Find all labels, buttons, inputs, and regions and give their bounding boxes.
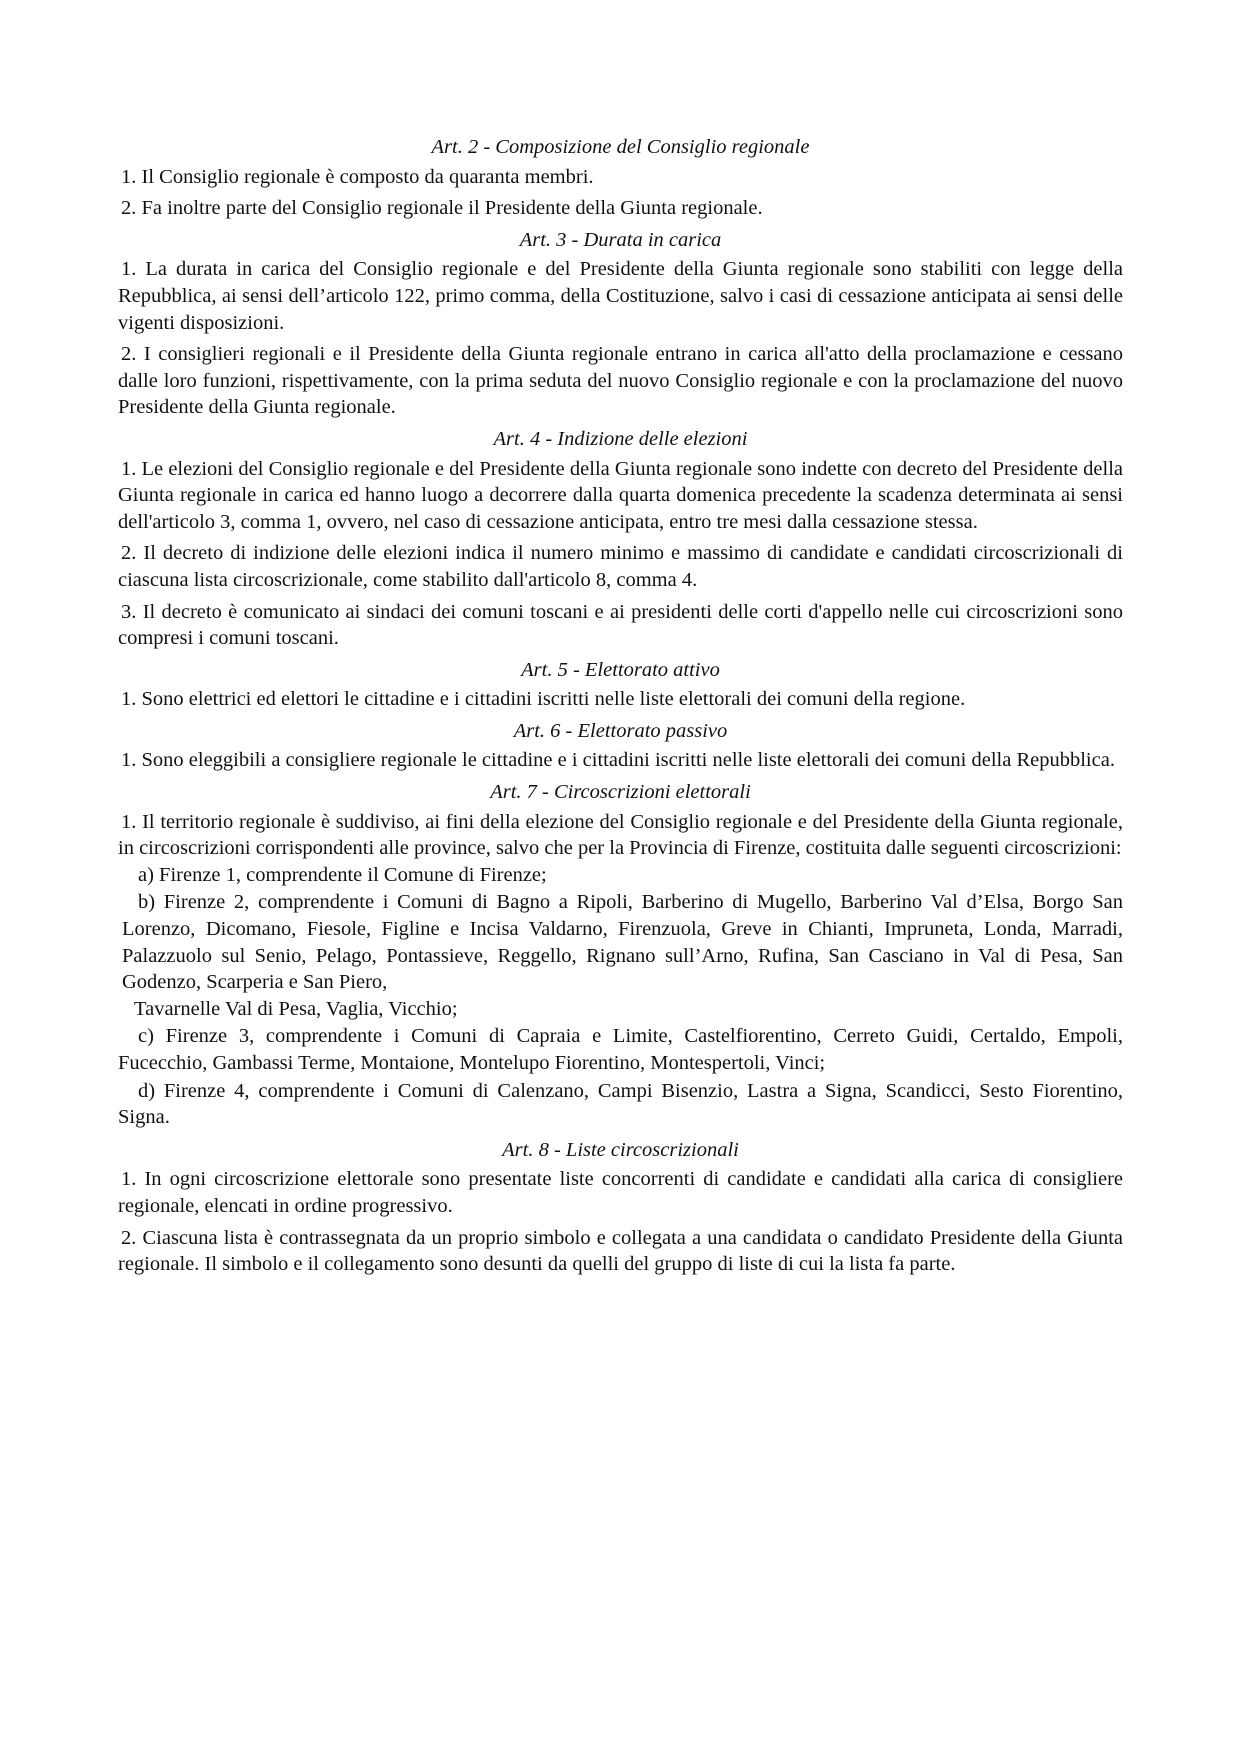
article-paragraph: 2. Ciascuna lista è contrassegnata da un proprio simbolo e collegata a una candidata o candidato Presidente della Giunta regionale. Il simbolo e il collegamento sono desunti da quelli del gruppo di liste di cui la lista fa parte.: [118, 1226, 1123, 1276]
article-paragraph: 1. Le elezioni del Consiglio regionale e del Presidente della Giunta regionale sono indette con decreto del Presidente della Giunta regionale in carica ed hanno luogo a decorrere dalla quarta domenica precedente la scadenza determinata ai sensi dell'articolo 3, comma 1, ovvero, nel caso di cessazione anticipata, entro tre mesi dalla cessazione stessa.: [118, 457, 1123, 533]
list-item: a) Firenze 1, comprendente il Comune di Firenze;: [138, 863, 547, 886]
article-paragraph: 2. Il decreto di indizione delle elezioni indica il numero minimo e massimo di candidate e candidati circoscrizionali di ciascuna lista circoscrizionale, come stabilito dall'articolo 8, comma 4.: [118, 542, 1123, 591]
list-item-text: b) Firenze 2, comprendente i Comuni di Bagno a Ripoli, Barberino di Mugello, Barberino Val d’Elsa, Borgo San Lorenzo, Dicomano, Fiesole, Figline e Incisa Valdarno, Firenzuola, Greve in Chianti, Impruneta, Londa, Marradi, Palazzuolo sul Senio, Pelago, Pontassieve, Reggello, Rignano sull’Arno, Rufina, San Casciano in Val di Pesa, San Godenzo, Scarperia e San Piero,: [122, 891, 1123, 994]
document-page: [118, 132, 1123, 1283]
article-title: Art. 6 - Elettorato passivo: [513, 719, 728, 742]
list-item: [118, 889, 1123, 1022]
article-title: Art. 2 - Composizione del Consiglio regionale: [431, 136, 810, 158]
article-title: Art. 5 - Elettorato attivo: [521, 658, 720, 681]
list-item: c) Firenze 3, comprendente i Comuni di Capraia e Limite, Castelfiorentino, Cerreto Guidi, Certaldo, Empoli, Fucecchio, Gambassi Terme, Montaione, Montelupo Fiorentino, Montespertoli, Vinci;: [118, 1025, 1123, 1074]
article-paragraph: 1. Sono elettrici ed elettori le cittadine e i cittadini iscritti nelle liste elettorali dei comuni della regione.: [121, 688, 966, 711]
article-title: Art. 3 - Durata in carica: [519, 228, 722, 251]
article-paragraph: 3. Il decreto è comunicato ai sindaci dei comuni toscani e ai presidenti delle corti d'appello nelle cui circoscrizioni sono compresi i comuni toscani.: [118, 600, 1123, 650]
article-paragraph: 1. In ogni circoscrizione elettorale sono presentate liste concorrenti di candidate e candidati alla carica di consigliere regionale, elencati in ordine progressivo.: [118, 1168, 1123, 1217]
article-paragraph: 1. Il territorio regionale è suddiviso, ai fini della elezione del Consiglio regionale e del Presidente della Giunta regionale, in circoscrizioni corrispondenti alle province, salvo che per la Provincia di Firenze, costituita dalle seguenti circoscrizioni:: [118, 810, 1123, 860]
article-paragraph: 1. La durata in carica del Consiglio regionale e del Presidente della Giunta regionale sono stabiliti con legge della Repubblica, ai sensi dell’articolo 122, primo comma, della Costituzione, salvo i casi di cessazione anticipata ai sensi delle vigenti disposizioni.: [118, 258, 1123, 334]
article-paragraph: 1. Sono eleggibili a consigliere regionale le cittadine e i cittadini iscritti nelle liste elettorali dei comuni della Repubblica.: [121, 749, 1115, 772]
list-item-continuation: Tavarnelle Val di Pesa, Vaglia, Vicchio;: [134, 997, 458, 1020]
article-title: Art. 4 - Indizione delle elezioni: [493, 427, 748, 450]
article-title: Art. 7 - Circoscrizioni elettorali: [490, 781, 751, 804]
article-paragraph: 2. Fa inoltre parte del Consiglio regionale il Presidente della Giunta regionale.: [121, 197, 763, 220]
article-title: Art. 8 - Liste circoscrizionali: [502, 1138, 739, 1161]
article-paragraph: 1. Il Consiglio regionale è composto da quaranta membri.: [121, 165, 594, 188]
list-item: d) Firenze 4, comprendente i Comuni di Calenzano, Campi Bisenzio, Lastra a Signa, Scandicci, Sesto Fiorentino, Signa.: [118, 1079, 1123, 1129]
article-paragraph: 2. I consiglieri regionali e il Presidente della Giunta regionale entrano in carica all'atto della proclamazione e cessano dalle loro funzioni, rispettivamente, con la prima seduta del nuovo Consiglio regionale e con la proclamazione del nuovo Presidente della Giunta regionale.: [118, 343, 1123, 419]
